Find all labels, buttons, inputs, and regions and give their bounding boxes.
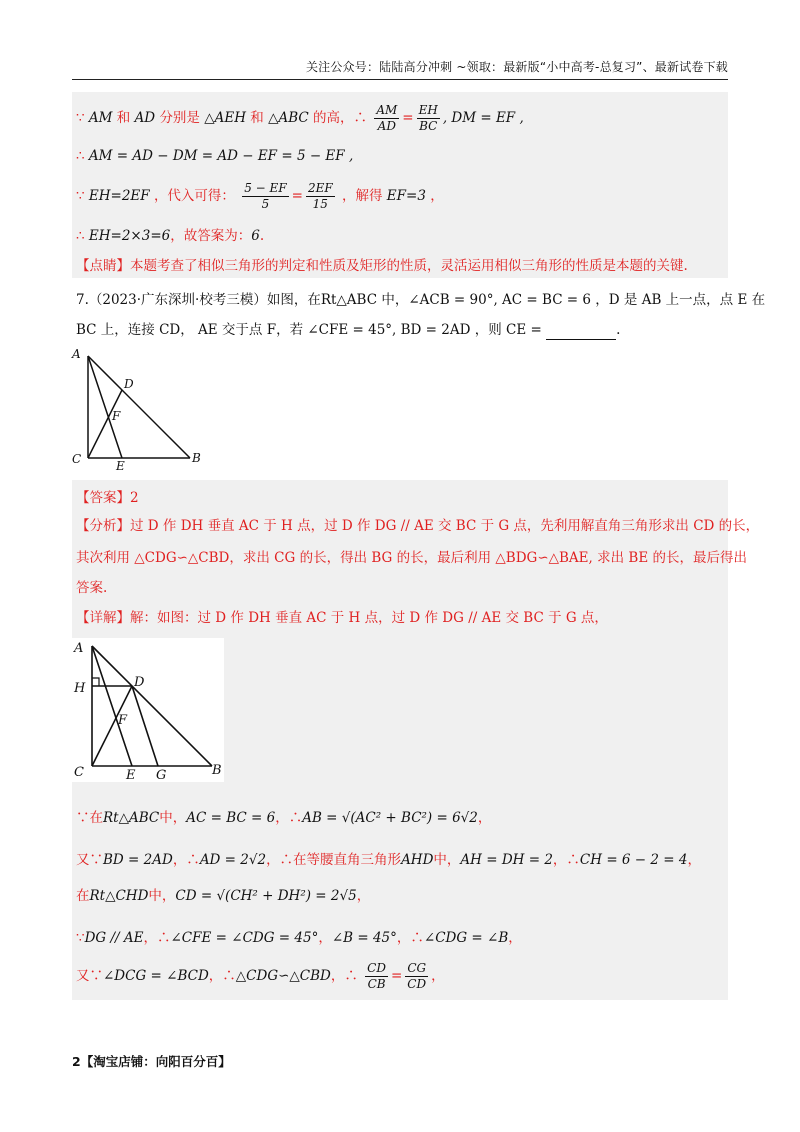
segment-ae xyxy=(88,356,122,458)
fraction-5-ef: $\frac{5 - EF}{5}$ xyxy=(244,181,287,211)
label-e: E xyxy=(116,459,125,473)
label-a: A xyxy=(74,641,84,656)
label-g: G xyxy=(156,768,167,782)
sol6-line-3: ∵ EH=2EF ，代入可得： $\frac{5 - EF}{5}$ = $\frac{2EF}{15}$ ，解得 EF=3 ， xyxy=(76,181,444,211)
detail-line-1: 【详解】解：如图：过 D 作 DH 垂直 AC 于 H 点，过 D 作 DG // AE 交 BC 于 G 点， xyxy=(76,610,608,626)
label-c: C xyxy=(72,452,82,466)
label-b: B xyxy=(192,451,201,465)
label-f: F xyxy=(118,713,128,728)
q7-line-2: BC 上，连接 CD， AE 交于点 F，若 ∠CFE = 45°, BD = 2AD ，则 CE = . xyxy=(76,322,621,338)
fraction-cg-cd: $\frac{CG}{CD}$ xyxy=(407,961,427,991)
sol6-line-2: ∴ AM = AD − DM = AD − EF = 5 − EF , xyxy=(76,148,354,164)
label-f: F xyxy=(112,409,121,423)
label-h: H xyxy=(74,681,86,696)
right-angle-mark xyxy=(92,678,99,686)
label-e: E xyxy=(126,768,136,782)
label-c: C xyxy=(74,765,84,780)
detail-line-4: 在Rt△CHD中，CD = √(CH² + DH²) = 2√5， xyxy=(76,888,371,904)
detail-line-6: 又∵∠DCG = ∠BCD，∴△CDG∽△CBD，∴ $\frac{CD}{CB}$ = $\frac{CG}{CD}$ ， xyxy=(76,961,445,991)
figure-triangle-1 xyxy=(66,348,216,474)
segment-cd xyxy=(88,390,122,458)
figure-triangle-2 xyxy=(72,638,224,782)
analysis-line-3: 答案. xyxy=(76,580,108,596)
segment-ae xyxy=(92,646,132,766)
detail-line-5: ∵DG // AE，∴∠CFE = ∠CDG = 45°，∠B = 45°，∴∠CDG = ∠B， xyxy=(76,930,522,946)
detail-line-3: 又∵BD = 2AD，∴AD = 2√2，∴在等腰直角三角形AHD中，AH = DH = 2，∴CH = 6 − 2 = 4， xyxy=(76,852,701,868)
analysis-line-2: 其次利用 △CDG∽△CBD，求出 CG 的长，得出 BG 的长，最后利用 △BDG∽△BAE, 求出 BE 的长，最后得出 xyxy=(76,550,747,566)
fraction-2ef-15: $\frac{2EF}{15}$ xyxy=(307,181,333,211)
label-a: A xyxy=(72,348,81,361)
label-d: D xyxy=(124,377,134,391)
fraction-cd-cb: $\frac{CD}{CB}$ xyxy=(367,961,386,991)
analysis-line-1: 【分析】过 D 作 DH 垂直 AC 于 H 点，过 D 作 DG // AE 交 BC 于 G 点，先利用解直角三角形求出 CD 的长， xyxy=(76,518,760,534)
segment-ab xyxy=(88,356,190,458)
q7-line-1: 7.（2023·广东深圳·校考三模）如图，在Rt△ABC 中，∠ACB = 90°, AC = BC = 6 ，D 是 AB 上一点，点 E 在 xyxy=(76,292,766,308)
page-header: 关注公众号：陆陆高分冲刺 ~领取：最新版“小中高考-总复习”、最新试卷下载 xyxy=(72,58,728,80)
detail-line-2: ∵在Rt△ABC中，AC = BC = 6，∴AB = √(AC² + BC²) = 6√2， xyxy=(76,810,492,826)
fraction-eh-bc: $\frac{EH}{BC}$ xyxy=(418,103,438,133)
answer-line: 【答案】2 xyxy=(76,490,139,506)
label-d: D xyxy=(134,675,145,690)
sol6-line-1: ∵ AM 和 AD 分别是 △AEH 和 △ABC 的高，∴ $\frac{AM}{AD}$ = $\frac{EH}{BC}$ , DM = EF , xyxy=(76,103,524,133)
sol6-line-4: ∴ EH=2×3=6，故答案为：6. xyxy=(76,228,265,244)
label-b: B xyxy=(212,763,222,778)
sol6-line-5: 【点睛】本题考查了相似三角形的判定和性质及矩形的性质，灵活运用相似三角形的性质是本题的关键. xyxy=(76,258,688,274)
fraction-am-ad: $\frac{AM}{AD}$ xyxy=(376,103,398,133)
answer-blank xyxy=(546,325,616,340)
page-footer: 2【淘宝店铺：向阳百分百】 xyxy=(72,1054,231,1069)
